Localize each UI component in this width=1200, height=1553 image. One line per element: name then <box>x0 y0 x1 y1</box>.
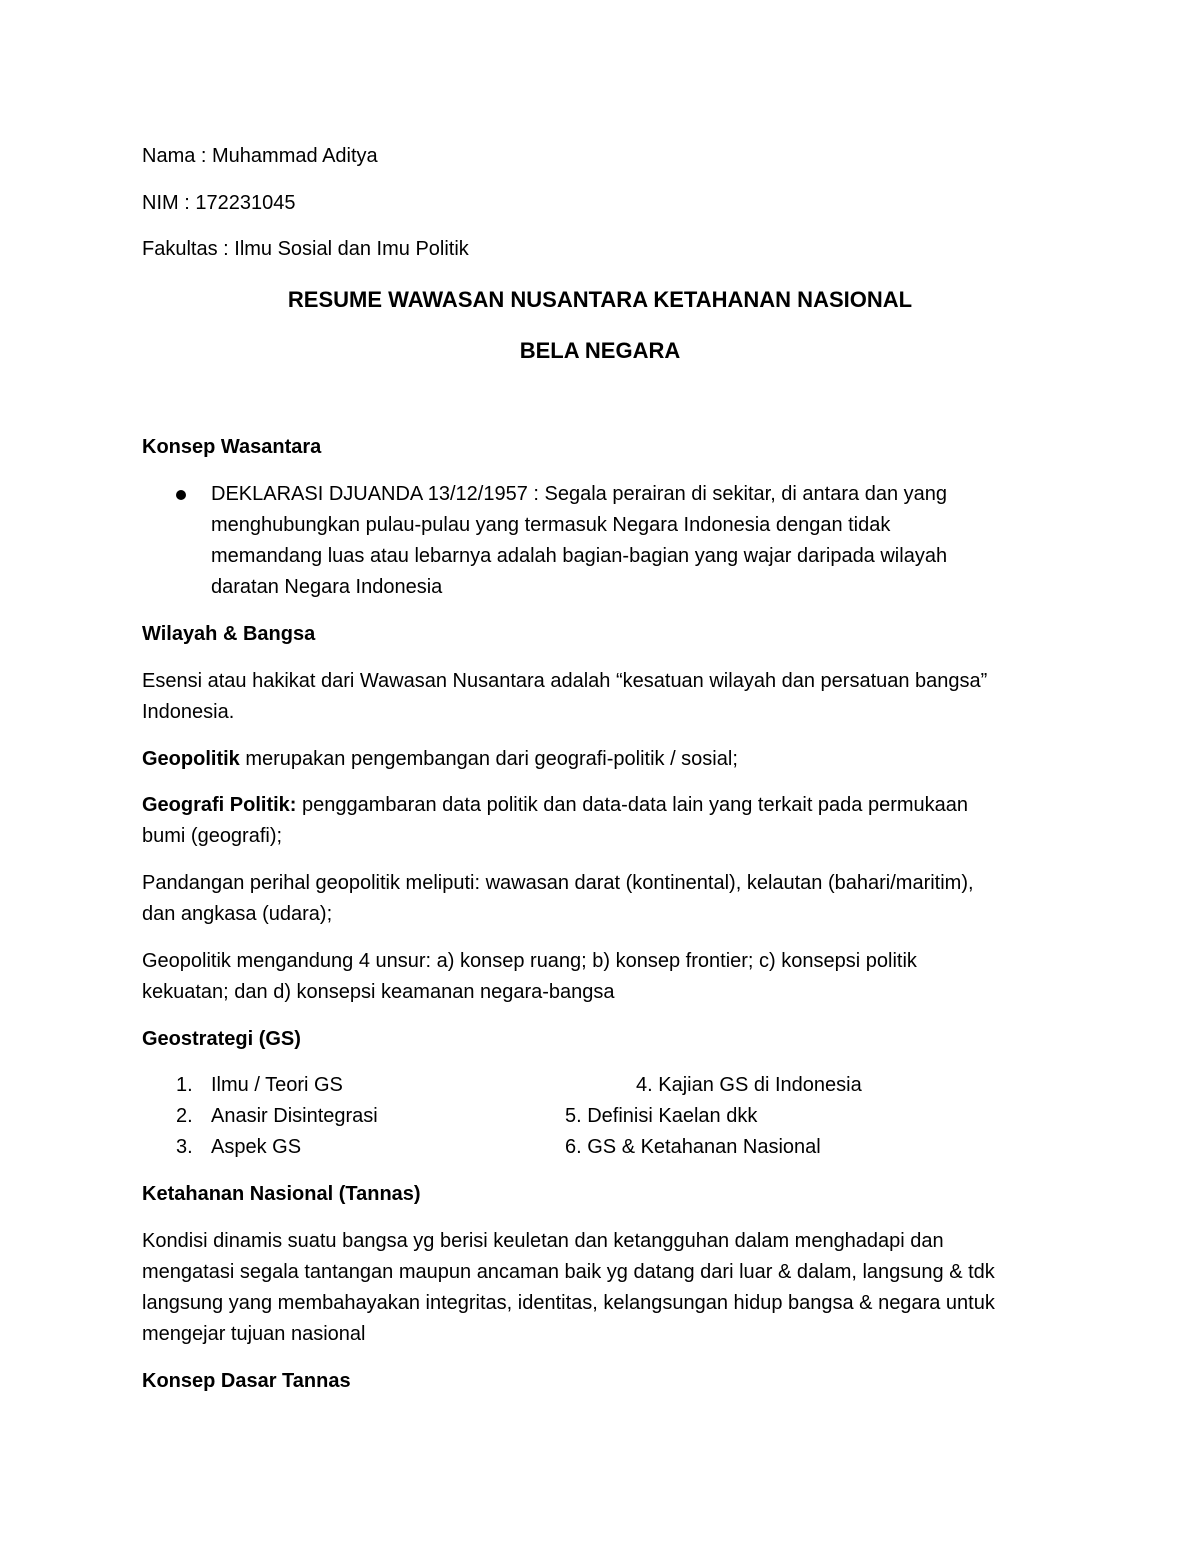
document-title: RESUME WAWASAN NUSANTARA KETAHANAN NASIONAL <box>287 287 913 312</box>
geografi-text: penggambaran data politik dan data-data lain yang terkait pada permukaan <box>296 794 969 816</box>
geografi-line: bumi (geografi); <box>142 825 283 847</box>
heading-wilayah-bangsa: Wilayah & Bangsa <box>142 623 316 645</box>
list-number: 1. <box>176 1074 193 1096</box>
esensi-line: Esensi atau hakikat dari Wawasan Nusantara adalah “kesatuan wilayah dan persatuan bangsa” <box>142 670 988 692</box>
heading-konsep-wasantara: Konsep Wasantara <box>142 436 322 458</box>
student-faculty: Fakultas : Ilmu Sosial dan Imu Politik <box>142 238 469 260</box>
bullet-dot-icon <box>176 490 186 500</box>
geopolitik-paragraph <box>142 744 1072 775</box>
bullet-line: daratan Negara Indonesia <box>211 576 443 598</box>
list-number: 2. <box>176 1105 193 1127</box>
unsur-line: kekuatan; dan d) konsepsi keamanan negara-bangsa <box>142 981 615 1003</box>
bullet-line: DEKLARASI DJUANDA 13/12/1957 : Segala perairan di sekitar, di antara dan yang <box>211 483 947 505</box>
student-name: Nama : Muhammad Aditya <box>142 145 378 167</box>
tannas-line: mengejar tujuan nasional <box>142 1323 366 1345</box>
tannas-line: Kondisi dinamis suatu bangsa yg berisi keuletan dan ketangguhan dalam menghadapi dan <box>142 1230 944 1252</box>
list-number: 3. <box>176 1136 193 1158</box>
bullet-line: menghubungkan pulau-pulau yang termasuk Negara Indonesia dengan tidak <box>211 514 891 536</box>
geopolitik-text: merupakan pengembangan dari geografi-politik / sosial; <box>239 748 738 770</box>
geografi-paragraph <box>142 790 1072 821</box>
geografi-term: Geografi Politik: <box>142 794 297 816</box>
list-item: Ilmu / Teori GS <box>211 1074 343 1096</box>
heading-ketahanan-nasional: Ketahanan Nasional (Tannas) <box>142 1183 421 1205</box>
tannas-line: langsung yang membahayakan integritas, identitas, kelangsungan hidup bangsa & negara untuk <box>142 1292 995 1314</box>
pandangan-line: dan angkasa (udara); <box>142 903 333 925</box>
heading-geostrategi: Geostrategi (GS) <box>142 1028 301 1050</box>
student-nim: NIM : 172231045 <box>142 192 296 214</box>
unsur-line: Geopolitik mengandung 4 unsur: a) konsep ruang; b) konsep frontier; c) konsepsi politik <box>142 950 917 972</box>
esensi-line: Indonesia. <box>142 701 235 723</box>
list-item: 6. GS & Ketahanan Nasional <box>565 1136 821 1158</box>
list-item: 4. Kajian GS di Indonesia <box>636 1074 862 1096</box>
heading-konsep-dasar-tannas: Konsep Dasar Tannas <box>142 1370 351 1392</box>
geopolitik-term: Geopolitik <box>142 748 240 770</box>
list-item: Aspek GS <box>211 1136 302 1158</box>
bullet-line: memandang luas atau lebarnya adalah bagian-bagian yang wajar daripada wilayah <box>211 545 948 567</box>
list-item: Anasir Disintegrasi <box>211 1105 378 1127</box>
tannas-line: mengatasi segala tantangan maupun ancaman baik yg datang dari luar & dalam, langsung & tdk <box>142 1261 995 1283</box>
document-subtitle: BELA NEGARA <box>519 338 681 363</box>
pandangan-line: Pandangan perihal geopolitik meliputi: wawasan darat (kontinental), kelautan (bahari/maritim), <box>142 872 974 894</box>
list-item: 5. Definisi Kaelan dkk <box>565 1105 758 1127</box>
